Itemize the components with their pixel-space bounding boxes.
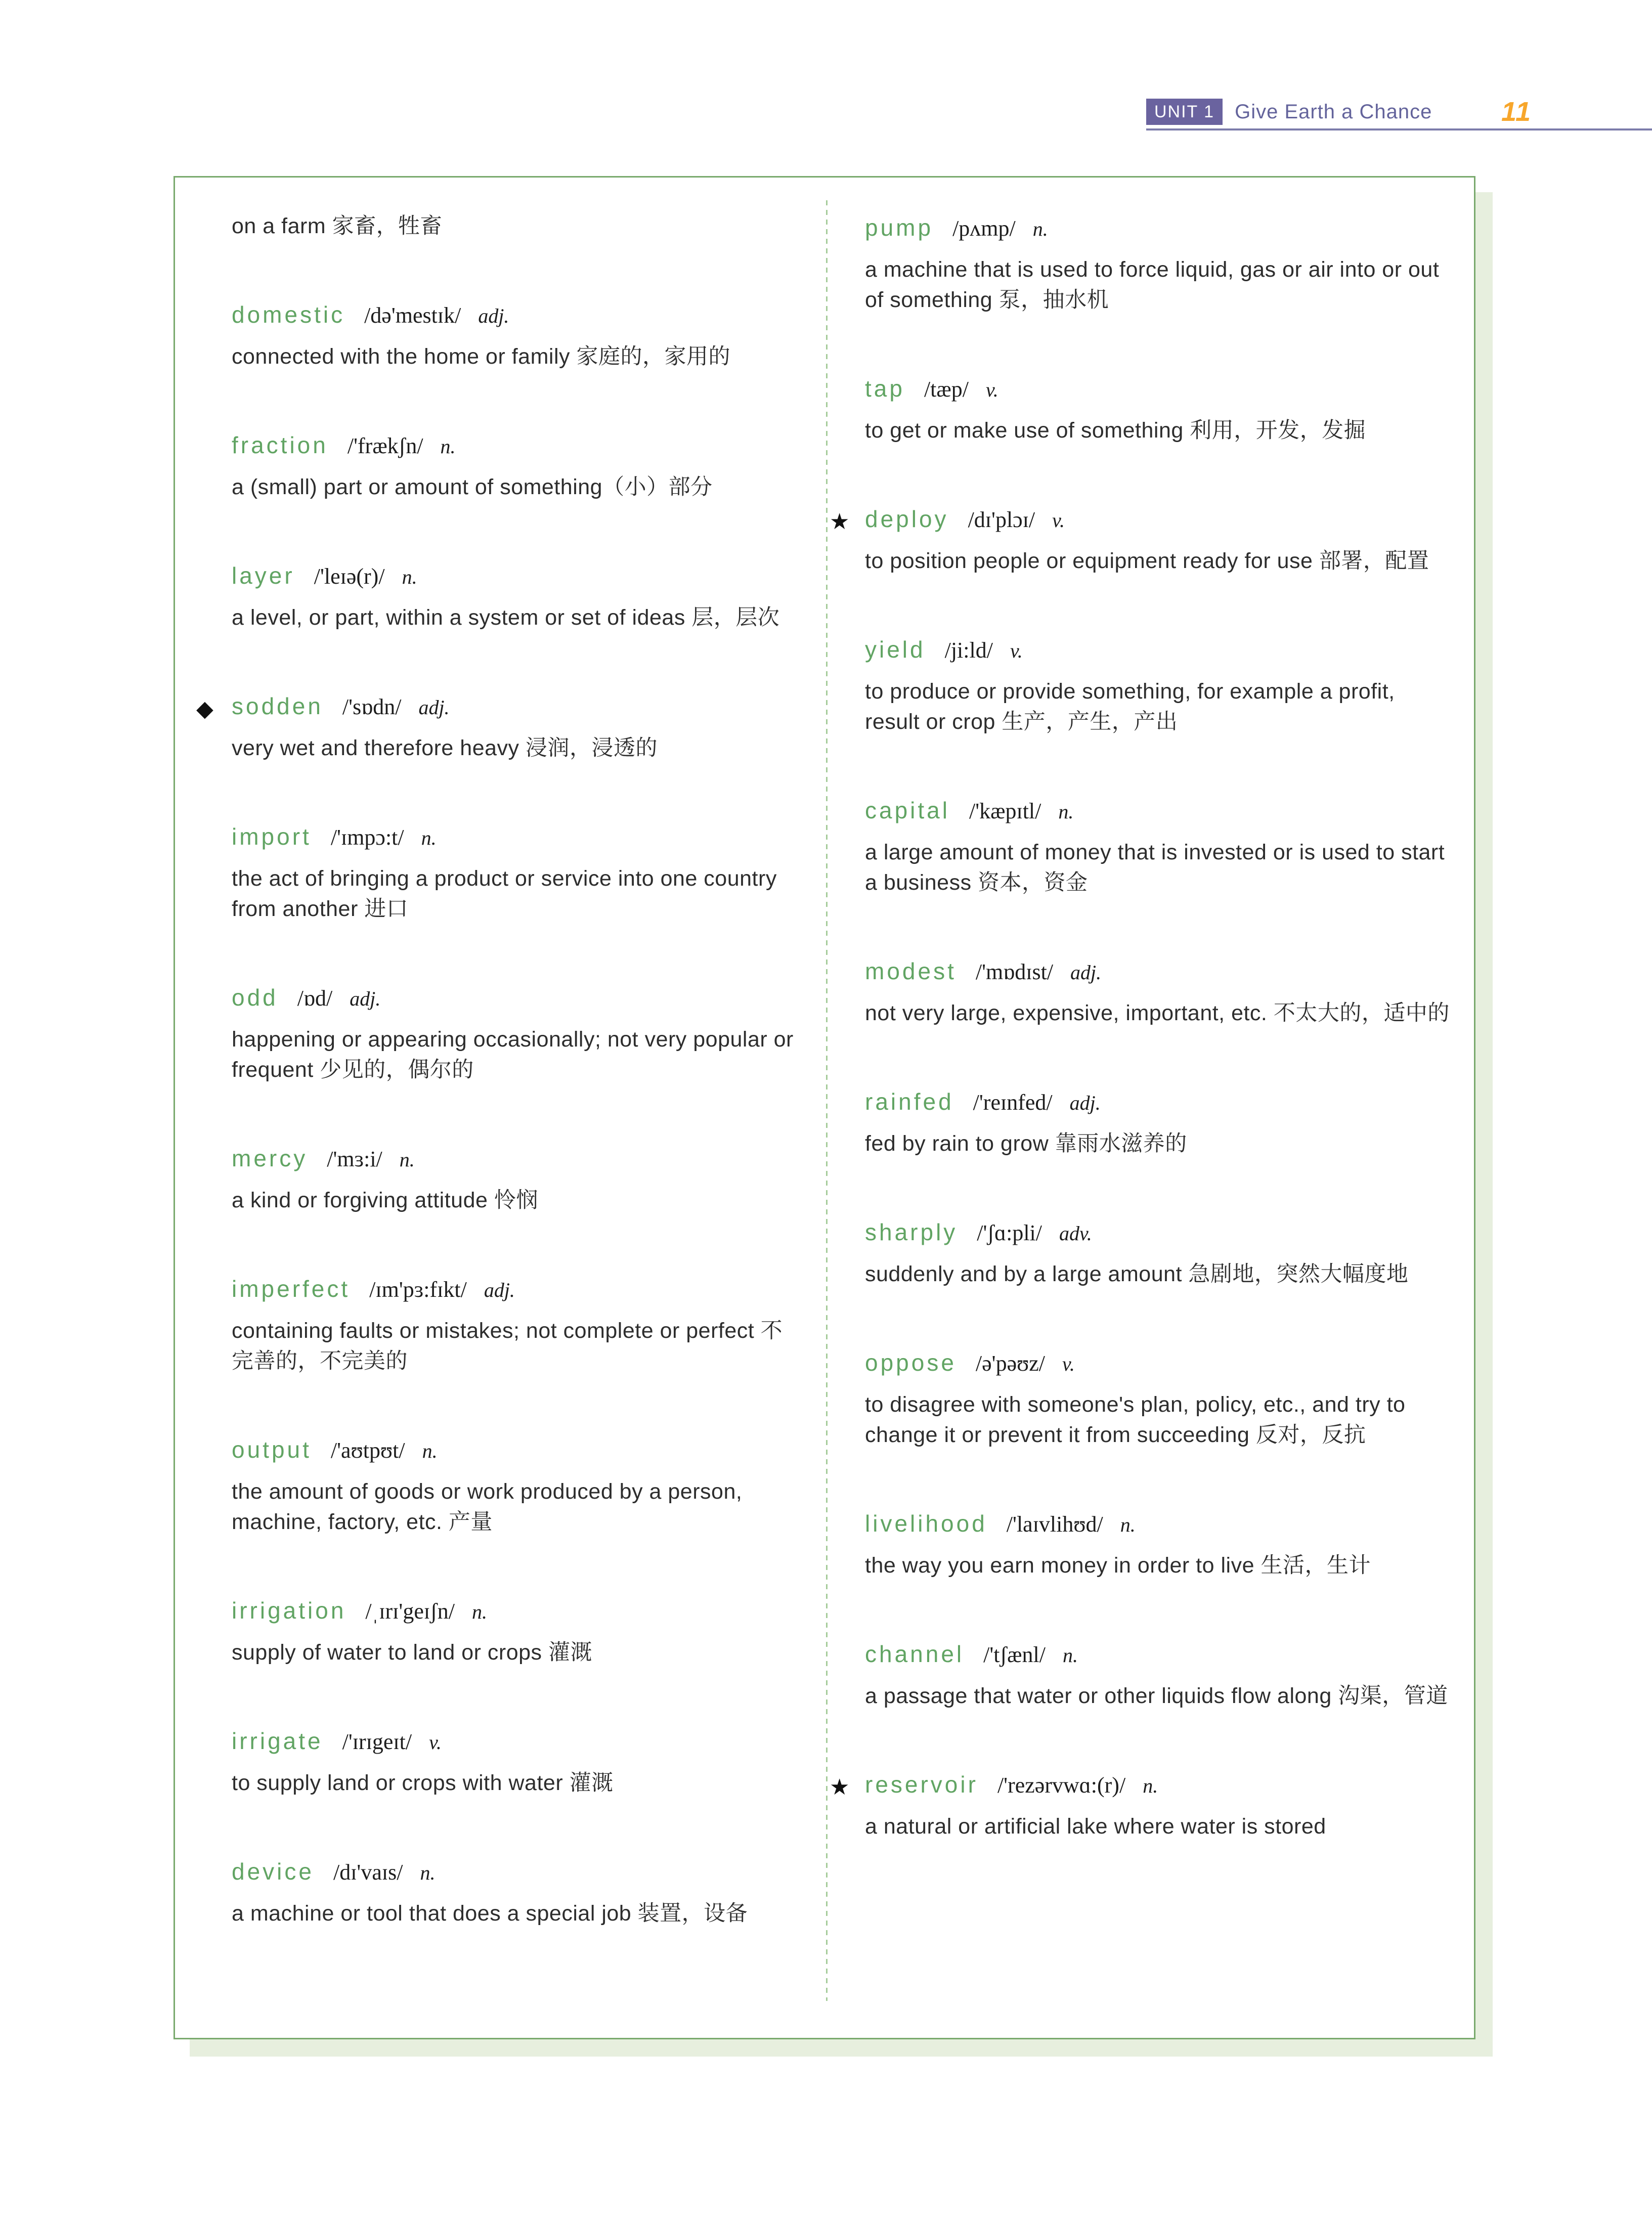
part-of-speech: n. (399, 1148, 415, 1171)
part-of-speech: n. (422, 1439, 438, 1462)
entry-head (232, 559, 794, 598)
star-icon: ★ (830, 1775, 850, 1800)
entry-head (232, 1724, 794, 1764)
headword: import (232, 823, 312, 850)
entry-head (865, 1346, 1451, 1385)
unit-title: Give Earth a Chance (1235, 100, 1432, 123)
part-of-speech: adj. (1069, 1092, 1101, 1114)
entry-head (865, 372, 1451, 411)
part-of-speech: n. (1058, 800, 1074, 823)
glossary-entry (865, 1507, 1451, 1581)
headword: fraction (232, 432, 328, 458)
star-icon: ★ (830, 509, 850, 534)
glossary-right-column (830, 211, 1451, 1842)
phonetic-transcription: /'ɪmpɔ:t/ (330, 825, 404, 850)
phonetic-transcription: /'frækʃn/ (347, 433, 423, 458)
definition-text: to disagree with someone's plan, policy, etc., and try to change it or prevent it from succeeding 反对，反抗 (865, 1392, 1406, 1447)
definition-text: a (small) part or amount of something（小）部分 (232, 475, 713, 499)
part-of-speech: adj. (418, 696, 450, 719)
part-of-speech: n. (402, 565, 417, 588)
entry-head (232, 981, 794, 1020)
glossary-entry (865, 1085, 1451, 1159)
headword: rainfed (865, 1088, 954, 1115)
diamond-icon: ◆ (196, 696, 213, 721)
part-of-speech: n. (420, 1861, 436, 1884)
entry-head (232, 820, 794, 859)
part-of-speech: v. (1010, 639, 1023, 662)
phonetic-transcription: /'leɪə(r)/ (314, 564, 385, 589)
headword: modest (865, 958, 957, 984)
glossary-entry (232, 1272, 794, 1376)
part-of-speech: v. (1062, 1353, 1075, 1375)
phonetic-transcription: /pʌmp/ (952, 216, 1016, 241)
entry-head (232, 1433, 794, 1472)
headword: irrigate (232, 1728, 323, 1754)
page-header (1146, 96, 1532, 127)
glossary-entry (865, 794, 1451, 898)
headword: livelihood (865, 1510, 987, 1537)
entry-head (865, 1507, 1451, 1546)
continued-definition-text: on a farm 家畜，牲畜 (232, 214, 443, 238)
definition-text: not very large, expensive, important, etc. 不太大的，适中的 (865, 1001, 1450, 1025)
phonetic-transcription: /'ɪrɪgeɪt/ (342, 1729, 412, 1754)
entry-head (232, 1142, 794, 1181)
definition-text: suddenly and by a large amount 急剧地，突然大幅度地 (865, 1262, 1409, 1286)
headword: irrigation (232, 1597, 346, 1624)
phonetic-transcription: /'reɪnfed/ (973, 1090, 1053, 1115)
glossary-entry (865, 1215, 1451, 1289)
headword: tap (865, 375, 905, 402)
headword: imperfect (232, 1276, 351, 1302)
definition-text: a kind or forgiving attitude 怜悯 (232, 1188, 538, 1212)
entry-head (865, 1215, 1451, 1255)
part-of-speech: adj. (478, 304, 509, 327)
phonetic-transcription: /ə'pəʊz/ (975, 1351, 1046, 1376)
glossary-entry (232, 1142, 794, 1215)
definition-text: connected with the home or family 家庭的，家用的 (232, 344, 730, 369)
phonetic-transcription: /'tʃænl/ (983, 1642, 1046, 1667)
entry-head (865, 954, 1451, 994)
definition-text: to produce or provide something, for example a profit, result or crop 生产，产生，产出 (865, 679, 1395, 734)
definition-text: happening or appearing occasionally; not very popular or frequent 少见的，偶尔的 (232, 1027, 794, 1082)
headword: capital (865, 797, 950, 823)
glossary-entry (865, 372, 1451, 446)
phonetic-transcription: /'sɒdn/ (342, 694, 402, 719)
glossary-entry (196, 689, 794, 763)
phonetic-transcription: /tæp/ (924, 377, 969, 402)
entry-head (865, 1085, 1451, 1124)
headword: deploy (865, 506, 949, 532)
definition-text: a level, or part, within a system or set of ideas 层，层次 (232, 605, 780, 630)
headword: layer (232, 562, 295, 589)
phonetic-transcription: /'aʊtpʊt/ (330, 1438, 405, 1463)
definition-text: a machine or tool that does a special job 装置，设备 (232, 1901, 748, 1926)
headword: reservoir (865, 1771, 978, 1798)
phonetic-transcription: /'ʃɑ:pli/ (977, 1220, 1042, 1245)
entry-head (232, 689, 794, 729)
phonetic-transcription: /'mɒdɪst/ (975, 959, 1054, 984)
phonetic-transcription: /'kæpɪtl/ (969, 799, 1041, 823)
glossary-entry (830, 1768, 1451, 1842)
headword: device (232, 1858, 314, 1885)
part-of-speech: n. (1062, 1644, 1078, 1667)
entry-head (232, 428, 794, 468)
entry-head (865, 1768, 1451, 1807)
unit-badge: UNIT 1 (1146, 99, 1223, 125)
definition-text: a passage that water or other liquids flow along 沟渠，管道 (865, 1684, 1448, 1708)
headword: mercy (232, 1145, 308, 1171)
phonetic-transcription: /'mɜ:i/ (327, 1147, 382, 1171)
part-of-speech: n. (1032, 217, 1048, 240)
entry-head (865, 633, 1451, 672)
page-number: 11 (1501, 97, 1532, 127)
column-divider (826, 200, 828, 2001)
glossary-entry (232, 1855, 794, 1929)
phonetic-transcription: /də'mestɪk/ (364, 303, 461, 328)
definition-text: fed by rain to grow 靠雨水滋养的 (865, 1131, 1187, 1156)
headword: sharply (865, 1219, 958, 1245)
definition-text: to position people or equipment ready for use 部署，配置 (865, 549, 1429, 573)
entry-head (232, 1272, 794, 1312)
glossary-entry (232, 1594, 794, 1668)
glossary-entry (232, 428, 794, 502)
part-of-speech: v. (1052, 509, 1065, 532)
entry-head (232, 1594, 794, 1633)
header-rule (1146, 128, 1652, 130)
definition-text: containing faults or mistakes; not complete or perfect 不完善的，不完美的 (232, 1319, 783, 1373)
phonetic-transcription: /dɪ'plɔɪ/ (968, 507, 1035, 532)
definition-text: the act of bringing a product or service into one country from another 进口 (232, 866, 777, 921)
definition-text: the way you earn money in order to live 生活，生计 (865, 1553, 1371, 1578)
phonetic-transcription: /ˌɪrɪ'geɪʃn/ (365, 1599, 455, 1624)
glossary-box (173, 176, 1475, 2039)
phonetic-transcription: /'rezərvwɑ:(r)/ (997, 1773, 1126, 1798)
glossary-entry (865, 1637, 1451, 1711)
part-of-speech: n. (440, 435, 456, 458)
part-of-speech: adj. (350, 987, 381, 1010)
definition-text: supply of water to land or crops 灌溉 (232, 1640, 592, 1665)
glossary-entry (232, 981, 794, 1085)
glossary-entry (865, 1346, 1451, 1450)
definition-text: very wet and therefore heavy 浸润，浸透的 (232, 736, 658, 760)
entry-head (865, 211, 1451, 250)
definition-text: to supply land or crops with water 灌溉 (232, 1771, 614, 1795)
entry-head (865, 1637, 1451, 1677)
part-of-speech: n. (1143, 1774, 1158, 1797)
glossary-entry (232, 1433, 794, 1537)
entry-head (865, 502, 1451, 542)
glossary-entry (865, 633, 1451, 737)
entry-head (865, 794, 1451, 833)
glossary-entry (232, 211, 794, 241)
phonetic-transcription: /ɒd/ (297, 986, 333, 1011)
part-of-speech: n. (1120, 1513, 1136, 1536)
entry-head (232, 1855, 794, 1894)
part-of-speech: v. (985, 378, 998, 401)
phonetic-transcription: /dɪ'vaɪs/ (333, 1860, 403, 1885)
part-of-speech: adj. (484, 1279, 515, 1301)
glossary-entry (865, 211, 1451, 315)
part-of-speech: n. (421, 826, 437, 849)
headword: oppose (865, 1349, 957, 1376)
headword: odd (232, 984, 278, 1011)
part-of-speech: adj. (1070, 961, 1102, 984)
glossary-entry (232, 298, 794, 372)
definition-text: a large amount of money that is invested or is used to start a business 资本，资金 (865, 840, 1445, 895)
phonetic-transcription: /ji:ld/ (944, 638, 993, 663)
phonetic-transcription: /'laɪvlihʊd/ (1006, 1512, 1103, 1537)
glossary-entry (865, 954, 1451, 1028)
definition-text: a natural or artificial lake where water is stored (865, 1814, 1326, 1839)
part-of-speech: v. (429, 1731, 442, 1754)
definition-text: a machine that is used to force liquid, gas or air into or out of something 泵，抽水机 (865, 257, 1440, 312)
glossary-entry (232, 559, 794, 633)
entry-head (232, 298, 794, 337)
definition-text: the amount of goods or work produced by a person, machine, factory, etc. 产量 (232, 1479, 743, 1534)
glossary-entry (830, 502, 1451, 576)
definition-text: to get or make use of something 利用，开发，发掘 (865, 418, 1366, 443)
part-of-speech: adv. (1059, 1222, 1092, 1245)
headword: channel (865, 1641, 965, 1667)
headword: output (232, 1436, 312, 1463)
headword: pump (865, 214, 934, 241)
glossary-left-column (196, 211, 794, 1929)
glossary-entry (232, 820, 794, 924)
headword: domestic (232, 301, 345, 328)
phonetic-transcription: /ɪm'pɜ:fɪkt/ (369, 1277, 467, 1302)
headword: sodden (232, 693, 323, 719)
headword: yield (865, 636, 926, 663)
part-of-speech: n. (471, 1600, 487, 1623)
glossary-entry (232, 1724, 794, 1798)
